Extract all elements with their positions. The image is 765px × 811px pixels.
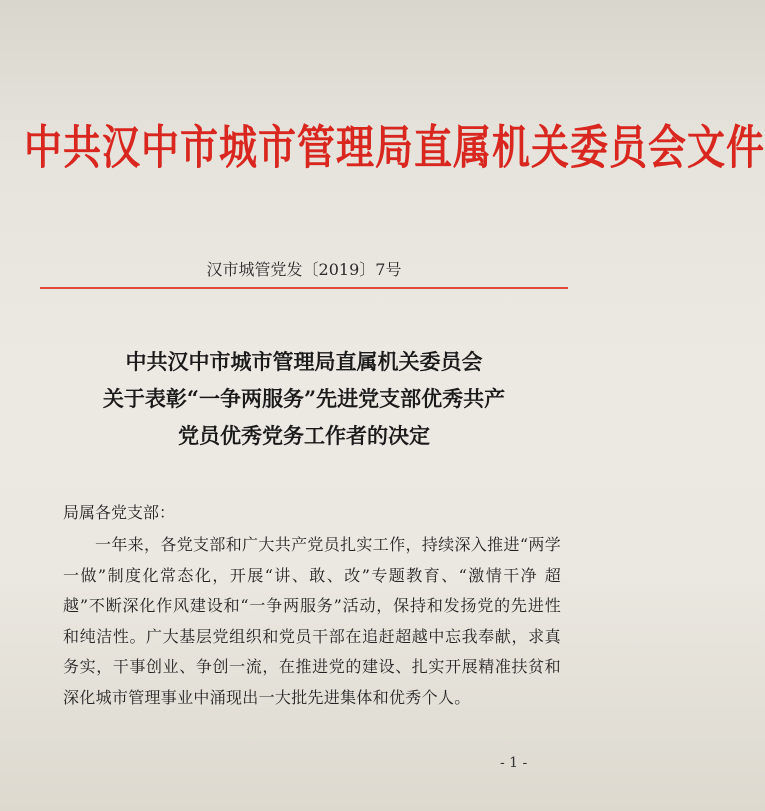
- document-title: [40, 343, 568, 454]
- title-line-3: 党员优秀党务工作者的决定: [178, 423, 430, 448]
- addressee: 局属各党支部：: [63, 503, 176, 522]
- red-divider-line: [40, 287, 568, 289]
- title-line-1: 中共汉中市城市管理局直属机关委员会: [125, 349, 483, 374]
- document-number: 汉市城管党发〔2019〕7号: [206, 260, 402, 279]
- body-paragraph: 一年来，各党支部和广大共产党员扎实工作，持续深入推进“两学一做”制度化常态化，开展“讲、敢、改”专题教育、“激情干净 超越”不断深化作风建设和“一争两服务”活动，保持和发扬党的先进性和纯洁性。广大基层党组织和党员干部在追赶超越中忘我奉献，求真务实，干事创业、争创一流，在推进党的建设、扎实开展精准扶贫和深化城市管理事业中涌现出一大批先进集体和优秀个人。: [63, 535, 561, 707]
- page-number: - 1 -: [500, 755, 528, 771]
- title-line-2: 关于表彰“一争两服务”先进党支部优秀共产: [102, 386, 506, 411]
- red-header-title: 中共汉中市城市管理局直属机关委员会文件: [24, 120, 765, 175]
